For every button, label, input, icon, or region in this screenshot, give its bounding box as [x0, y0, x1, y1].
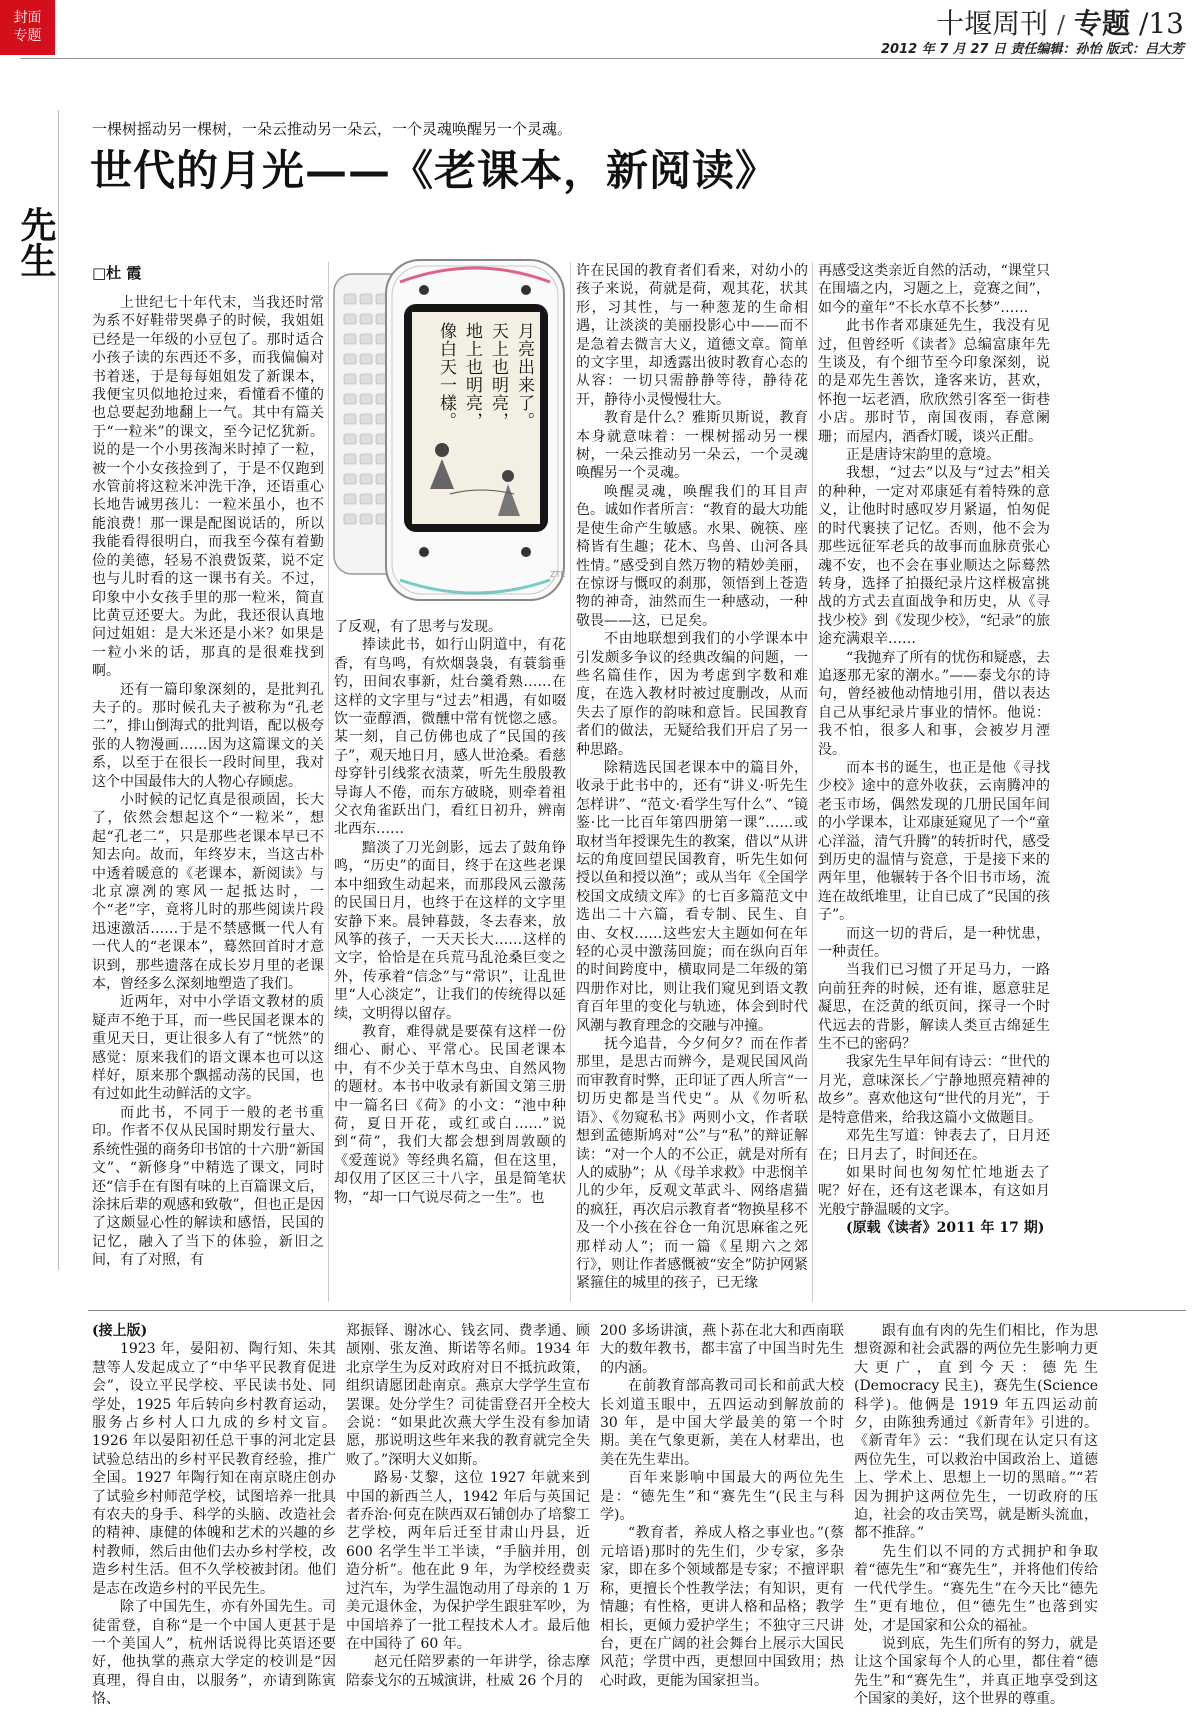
masthead-separator: / — [1057, 11, 1066, 39]
paragraph: “教育者，养成人格之事业也。”(蔡元培语)那时的先生们，少专家，多杂家，即在多个领域都是专家；不擅评职称，更擅长个性教学法；有知识，更有情趣；有性格，更讲人格和品格；教学相长，更倾力爱护学生；不独守三尺讲台，更在广阔的社会舞台上展示大国民风范；学贯中西，更想回中国致用；热心时政，更能为国家担当。 — [600, 1525, 844, 1689]
paragraph: 教育，难得就是要葆有这样一份细心、耐心、平常心。民国老课本中，有不少关于草木鸟虫、自然风物的题材。本书中收录有新国文第三册中一篇名曰《荷》的小文：“池中种荷，夏日开花，或红或白……”说到“荷”，我们大都会想到周敦颐的《爱莲说》等经典名篇，但在这里，却仅用了区区三十八字，虽是简笔状物，“却一口气说尽荷之一生”。也 — [334, 1023, 566, 1206]
paragraph: 当我们已习惯了开足马力，一路向前狂奔的时候，还有谁，愿意驻足凝思，在泛黄的纸页间，探寻一个时代远去的背影，解读人类亘古绵延生生不已的密码？ — [818, 962, 1050, 1053]
paragraph: 如果时间也匆匆忙忙地逝去了呢？好在，还有这老课本，有这如月光般宁静温暖的文字。 — [818, 1164, 1050, 1218]
article-deck: 一棵树摇动另一棵树，一朵云推动另一朵云，一个灵魂唤醒另一个灵魂。 — [92, 120, 573, 138]
paragraph: 此书作者邓康延先生，我没有见过，但曾经听《读者》总编富康年先生谈及，有个细节至今印象深刻，说的是邓先生善饮，逢客来访，甚欢，怀抱一坛老酒，欣欣然引客至一街巷小店。那时节，南国夜雨，春意阑珊；而屋内，酒香灯暖，谈兴正酣。 — [818, 318, 1050, 445]
paragraph: 在前教育部高教司司长和前武大校长刘道玉眼中，五四运动到解放前的 30 年，是中国大学最美的第一个时期。美在气象更新，美在人材辈出，也美在先生辈出。 — [600, 1378, 844, 1468]
paper-name: 十堰周刊 — [936, 7, 1049, 40]
paragraph: 唤醒灵魂，唤醒我们的耳目声色。诚如作者所言：“教育的最大功能是使生命产生敏感。水果、碗筷、座椅皆有生趣；花木、鸟兽、山河各具性情。”感受到自然万物的精妙美丽，在惊讶与慨叹的刹那，领悟到上苍造物的神奇，油然而生一种感动，一种敬畏——这，已足矣。 — [576, 483, 808, 629]
paragraph: 跟有血有肉的先生们相比，作为思想资源和社会武器的两位先生影响力更大更广，直到今天：德先生(Democracy 民主)，赛先生(Science 科学)。他俩是 1919 年五四运动前夕，由陈独秀通过《新青年》引进的。《新青年》云：“我们现在认定只有这两位先生，可以救治中国政治上、道德上、学术上、思想上一切的黑暗。”“若因为拥护这两位先生，一切政府的压迫，社会的攻击笑骂，就是断头流血，都不推辞。” — [854, 1323, 1098, 1542]
section-badge-line2: 专题 — [13, 28, 42, 44]
paragraph: 我家先生早年间有诗云：“世代的月光，意味深长／宁静地照亮精神的故乡”。喜欢他这句“世代的月光”，于是特意借来，给我这篇小文做题目。 — [818, 1054, 1050, 1126]
paragraph: 200 多场讲演，燕卜荪在北大和西南联大的数年教书，都丰富了中国当时先生的内涵。 — [600, 1323, 844, 1376]
poem-line-1: 月亮出来了。 — [514, 322, 534, 430]
header-rule — [20, 58, 1184, 59]
paragraph: 除了中国先生，亦有外国先生。司徒雷登，自称“是一个中国人更甚于是一个美国人”，杭州话说得比英语还要好，他执掌的燕京大学定的校训是“因真理，得自由，以服务”，亦请到陈寅恪、 — [92, 1599, 336, 1708]
article-column-4 — [818, 262, 1050, 1304]
paragraph: 而此书，不同于一般的老书重印。作者不仅从民国时期发行量大、系统性强的商务印书馆的十六册“新国文”、“新修身”中精选了课文，同时还“信手在有图有味的上百篇课文后，涂抹后辈的观感和致敬”，但也正是因了这颇显心性的解读和感悟，民国的记忆，融入了当下的体验，新旧之间，有了对照，有 — [92, 1104, 324, 1269]
screen-poem — [420, 322, 536, 442]
paragraph: 教育是什么？雅斯贝斯说，教育本身就意味着：一棵树摇动另一棵树，一朵云推动另一朵云，一个灵魂唤醒另一个灵魂。 — [576, 410, 808, 482]
paragraph: 百年来影响中国最大的两位先生是：“德先生”和“赛先生”(民主与科学)。 — [600, 1470, 844, 1524]
paragraph: “我抛弃了所有的忧伤和疑惑，去追逐那无家的潮水。”——泰戈尔的诗句，曾经被他动情地引用，借以表达自己从事纪录片事业的情怀。他说：我不怕，很多人和事，会被岁月湮没。 — [818, 649, 1050, 758]
paragraph: 先生们以不同的方式拥护和争取着“德先生”和“赛先生”，并将他们传给一代代学生。“赛先生”在今天比“德先生”更有地位，但“德先生”也落到实处，才是国家和公众的福祉。 — [854, 1543, 1098, 1634]
paragraph: 不由地联想到我们的小学课本中引发颇多争议的经典改编的问题，一些名篇佳作，因为考虑到字数和难度，在选入教材时被过度删改，从而失去了原作的韵味和意旨。民国教育者们的做法，无疑给我们开启了另一种思路。 — [576, 631, 808, 758]
page-number: /13 — [1138, 7, 1184, 40]
paragraph: 近两年，对中小学语文教材的质疑声不绝于耳，而一些民国老课本的重见天日，更让很多人有了“恍然”的感觉：原来我们的语文课本也可以这样好，原来那个飘摇动荡的民国，也有过如此生动鲜活的文字。 — [92, 994, 324, 1103]
section-rule — [88, 1310, 1186, 1311]
paragraph: 再感受这类亲近自然的活动，“课堂只在围墙之内，习题之上，竞赛之间”，如今的童年“不长水草不长梦”…… — [818, 263, 1050, 316]
side-rule — [58, 110, 59, 1270]
article-column-3 — [576, 262, 808, 1304]
source-note: (原载《读者》2011 年 17 期) — [846, 1220, 1045, 1237]
paragraph: 郑振铎、谢冰心、钱玄同、费孝通、顾颉刚、张友渔、斯诺等名师。1934 年北京学生为反对政府对日不抵抗政策，组织请愿团赴南京。燕京大学学生宣布罢课。处分学生？司徒雷登召开全校大会说：“如果此次燕大学生没有参加请愿，那说明这些年来我的教育就完全失败了。”深明大义如斯。 — [346, 1323, 590, 1468]
paragraph: 我想，“过去”以及与“过去”相关的种种，一定对邓康延有着特殊的意义，让他时时感叹岁月紧逼，怕匆促的时代裹挟了记忆。否则，他不会为那些远征军老兵的故事而血脉贲张心魂不安，也不会在事业顺达之际蓦然转身，选择了拍摄纪录片这样极富挑战的方式去直面战争和历史，从《寻找少校》到《发现少校》，“纪录”的旅途充满艰辛…… — [818, 465, 1050, 648]
paragraph: 抚今追昔，今夕何夕？而在作者那里，是思古而辨今，是观民国风尚而审教育时弊，正印证了西人所言“一切历史都是当代史”。从《勿听私语》、《勿窥私书》两则小文，作者联想到孟德斯鸠对“公”与“私”的辩证解读：“对一个人的不公正，就是对所有人的威胁”；从《母羊求救》中悲悯羊儿的少年，反观文革武斗、网络虐猫的疯狂，再次启示教育者“物换星移不及一个小孩在谷仓一角沉思麻雀之死那样动人”；而一篇《星期六之郊行》，则让作者感慨被“安全”防护网紧紧箍住的城里的孩子，已无缘 — [576, 1036, 808, 1292]
bottom-column-3 — [600, 1322, 844, 1730]
continued-label: (接上版) — [92, 1323, 148, 1339]
article-column-1 — [92, 294, 324, 1304]
paragraph: 1923 年，晏阳初、陶行知、朱其慧等人发起成立了“中华平民教育促进会”，设立平民学校、平民读书处、同学处，1925 年后转向乡村教育运动，服务占乡村人口九成的乡村文盲。1926 年以晏阳初任总干事的河北定县试验总结出的乡村平民教育经验，推广全国。1927 年陶行知在南京晓庄创办了试验乡村师范学校，试图培养一批具有农夫的身手、科学的头脑、改造社会的精神、康健的体魄和艺术的兴趣的乡村教师，然后由他们去办乡村学校，改造乡村生活。但不久学校被封闭。他们是志在改造乡村的平民先生。 — [92, 1341, 336, 1597]
poem-line-4: 像白天一樣。 — [436, 322, 456, 430]
section-badge-line1: 封面 — [13, 10, 42, 26]
paragraph: 赵元任陪罗素的一年讲学，徐志摩陪泰戈尔的五城演讲，杜威 26 个月的 — [346, 1654, 590, 1689]
paragraph: 正是唐诗宋韵里的意境。 — [846, 447, 1000, 464]
paragraph: 黯淡了刀光剑影，远去了鼓角铮鸣，“历史”的面目，终于在这些老课本中细致生动起来，而那段风云激荡的民国日月，也终于在这样的文字里安静下来。晨钟暮鼓，冬去春来，放风筝的孩子，一天天长大……这样的文字，恰恰是在兵荒马乱沧桑巨变之外，传承着“信念”与“常识”，让乱世里“人心淡定”，让我们的传统得以延续，文明得以留存。 — [334, 839, 566, 1022]
paragraph: 捧读此书，如行山阴道中，有花香，有鸟鸣，有炊烟袅袅，有蓑翁垂钓，田间农事新，灶台羹肴熟……在这样的文字里与“过去”相遇，有如啜饮一壶醇酒，微醺中常有恍惚之感。某一刻，自己仿佛也成了“民国的孩子”，观天地日月，感人世沧桑。看慈母穿针引线浆衣渍菜，听先生殷殷教导诲人不倦，而东方破晓，则牵着祖父衣角雀跃出门，看红日初升，辨南北西东…… — [334, 637, 566, 838]
paragraph: 除精选民国老课本中的篇目外，收录于此书中的，还有“讲义·听先生怎样讲”、“范文·看学生写什么”、“镜鉴·比一比百年第四册第一课”……或取材当年授课先生的教案，借以“从讲坛的角度回望民国教育，听先生如何授以鱼和授以渔”；或从当年《全国学校国文成绩文库》的七百多篇范文中选出二十六篇，看专制、民生、自由、女权……这些宏大主题如何在年轻的心灵中激荡回旋；而在纵向百年的时间跨度中，横取同是二年级的第四册作对比，则让我们窥见到语文教育百年里的变化与轨迹，体会到时代风潮与教育理念的交融与冲撞。 — [576, 759, 808, 1034]
poem-line-2: 天上也明亮， — [488, 322, 508, 430]
byline: □杜 霞 — [92, 264, 142, 282]
dateline: 2012 年 7 月 27 日 责任编辑：孙怡 版式：吕大芳 — [881, 42, 1184, 57]
paragraph: 而本书的诞生，也正是他《寻找少校》途中的意外收获，云南腾冲的老玉市场，偶然发现的几册民国年间的小学课本，让邓康延窥见了一个“童心洋溢，清气升腾”的转折时代，感受到历史的温情与瓷意，于是接下来的两年里，他辗转于各个旧书市场，流连在故纸堆里，让自已成了“民国的孩子”。 — [818, 759, 1050, 924]
side-column-text: 先生 — [15, 206, 57, 278]
section-badge — [0, 0, 55, 55]
paragraph: 路易·艾黎，这位 1927 年就来到中国的新西兰人，1942 年后与英国记者乔治·何克在陕西双石铺创办了培黎工艺学校，两年后迁至甘肃山丹县，近 600 名学生半工半读，“手脑并用，创造分析”。他在此 9 年，为学校经费卖过汽车，为学生温饱动用了母亲的 1 万美元退休金，为保护学生跟驻军吵，为中国培养了一批工程技术人才。最后他在中国待了 60 年。 — [346, 1470, 590, 1652]
column-divider-3 — [812, 262, 813, 1302]
column-divider-2 — [570, 262, 571, 1302]
section-name: 专题 — [1074, 7, 1131, 40]
bottom-column-1 — [92, 1322, 336, 1730]
article-title: 世代的月光——《老课本，新阅读》 — [90, 146, 779, 195]
masthead — [936, 2, 1184, 42]
phone-brand: ZTE — [550, 570, 566, 579]
phone-illustration — [330, 254, 570, 610]
paragraph: 而这一切的背后，是一种忧患，一种责任。 — [818, 925, 1050, 961]
poem-line-3: 地上也明亮， — [462, 322, 482, 430]
article-column-2 — [334, 618, 566, 1303]
paragraph: 了反观，有了思考与发现。 — [334, 619, 502, 635]
paragraph: 还有一篇印象深刻的，是批判孔夫子的。那时候孔夫子被称为“孔老二”，排山倒海式的批判语，配以极夸张的人物漫画……因为这篇课文的关系，以至于在很长一段时间里，我对这个中国最伟大的人物心存顾虑。 — [92, 681, 324, 790]
bottom-column-2 — [346, 1322, 590, 1730]
paragraph: 小时候的记忆真是很顽固，长大了，依然会想起这个“一粒米”，想起“孔老二”，只是那些老课本早已不知去向。故而，年终岁末，当这古朴中透着暖意的《老课本，新阅读》与北京凛冽的寒风一起抵达时，一个“老”字，竟将儿时的那些阅读片段迅速激活……于是不禁感慨一代人有一代人的“老课本”，蓦然回首时才意识到，那些遗落在成长岁月里的老课本，曾经多么深刻地塑造了我们。 — [92, 791, 324, 993]
bottom-column-4 — [854, 1322, 1098, 1730]
paragraph: 许在民国的教育者们看来，对幼小的孩子来说，荷就是荷，观其花，状其形，习其性，与一种葱茏的生命相遇，让淡淡的美丽投影心中——而不是急着去微言大义，道德文章。简单的文字里，却透露出彼时教育心态的从容：一切只需静静等待，静待花开，静待小灵慢慢壮大。 — [576, 263, 808, 408]
paragraph: 说到底，先生们所有的努力，就是让这个国家每个人的心里，都住着“德先生”和“赛先生”，并真正地享受到这个国家的美好，这个世界的尊重。 — [854, 1635, 1098, 1708]
side-column-label — [14, 206, 57, 288]
column-divider-1 — [328, 262, 329, 1302]
paragraph: 邓先生写道：钟表去了，日月还在；日月去了，时间还在。 — [818, 1128, 1050, 1163]
paragraph: 上世纪七十年代末，当我还时常为系不好鞋带哭鼻子的时候，我姐姐已经是一年级的小豆包了。那时适合小孩子读的东西还不多，而我偏偏对书着迷，于是每每姐姐发了新课本，我便宝贝似地抢过来，看懂看不懂的也总要起劲地翻上一气。其中有篇关于“一粒米”的课文，至今记忆犹新。说的是一个小男孩淘米时掉了一粒，被一个小女孩捡到了，于是不仅跑到水管前将这粒米冲洗干净，还语重心长地告诫男孩儿：一粒米虽小，也不能浪费！那一课是配图说话的，所以我能看得很明白，而我至今葆有着勤俭的美德，轻易不浪费饭菜，说不定也与儿时看的这一课书有关。不过，印象中小女孩手里的那一粒米，简直比黄豆还要大。为此，我还很认真地问过姐姐：是大米还是小米？如果是一粒小米的话，那真的是很难找到啊。 — [92, 295, 324, 680]
